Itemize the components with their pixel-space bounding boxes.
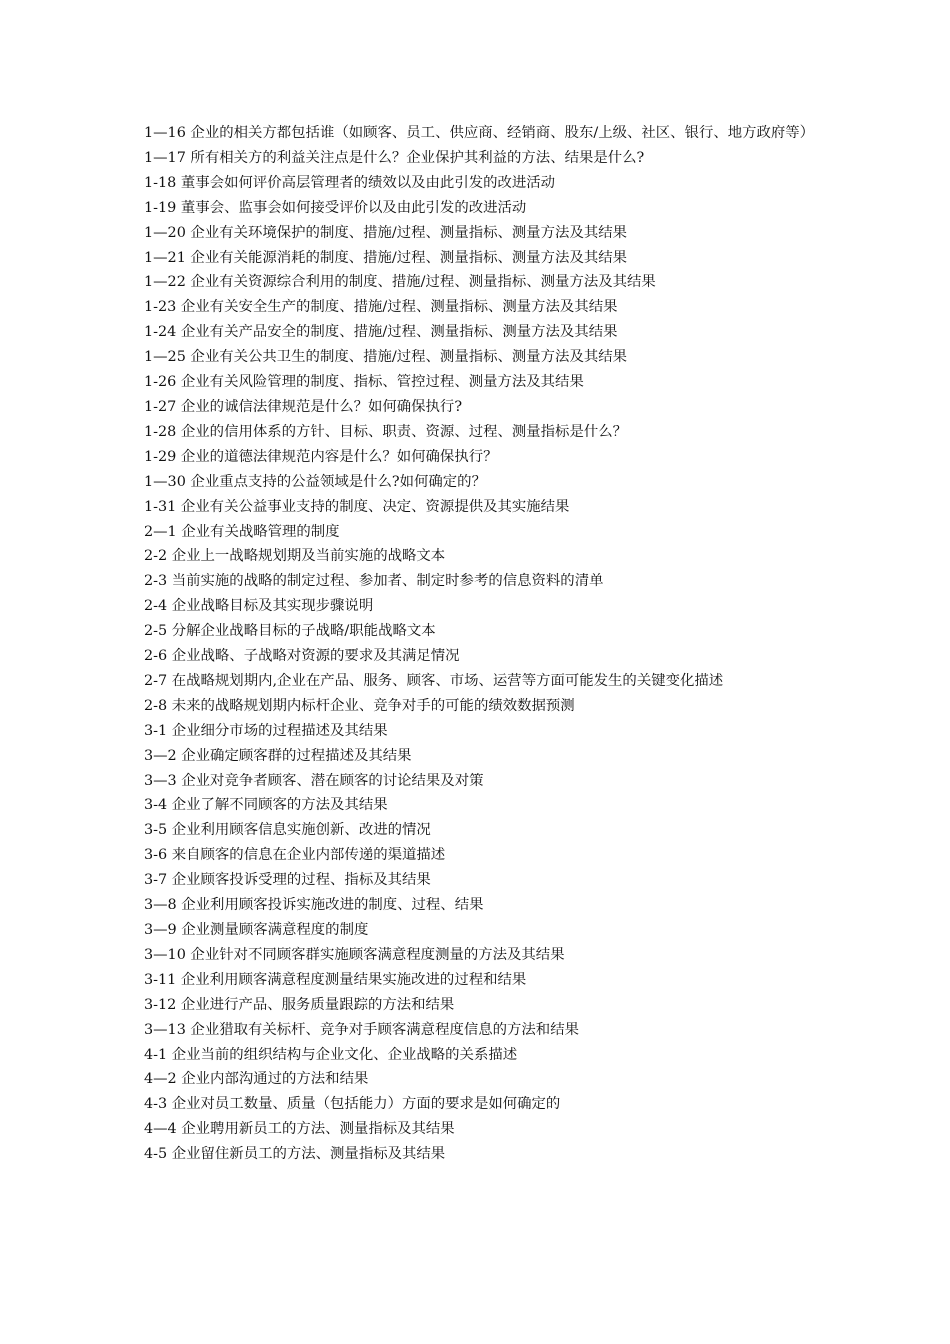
- text-line-2-1: 2—1 企业有关战略管理的制度: [144, 523, 340, 540]
- text-line-1-28: 1-28 企业的信用体系的方针、目标、职责、资源、过程、测量指标是什么？: [144, 423, 628, 440]
- text-line-1-24: 1-24 企业有关产品安全的制度、措施/过程、测量指标、测量方法及其结果: [144, 324, 618, 341]
- text-line-4-5: 4-5 企业留住新员工的方法、测量指标及其结果: [144, 1146, 446, 1163]
- text-line-1-31: 1-31 企业有关公益事业支持的制度、决定、资源提供及其实施结果: [144, 498, 570, 515]
- text-line-4-2: 4—2 企业内部沟通过的方法和结果: [144, 1071, 369, 1088]
- text-line-2-7: 2-7 在战略规划期内,企业在产品、服务、顾客、市场、运营等方面可能发生的关键变化描述: [144, 672, 724, 689]
- text-line-3-12: 3-12 企业进行产品、服务质量跟踪的方法和结果: [144, 996, 455, 1013]
- text-line-1-19: 1-19 董事会、监事会如何接受评价以及由此引发的改进活动: [144, 199, 527, 216]
- text-line-3-4: 3-4 企业了解不同顾客的方法及其结果: [144, 797, 388, 814]
- text-line-3-13: 3—13 企业猎取有关标杆、竞争对手顾客满意程度信息的方法和结果: [144, 1021, 579, 1038]
- text-line-1-17: 1—17 所有相关方的利益关注点是什么？企业保护其利益的方法、结果是什么?: [144, 149, 645, 166]
- text-line-2-4: 2-4 企业战略目标及其实现步骤说明: [144, 598, 374, 615]
- text-line-1-27: 1-27 企业的诚信法律规范是什么？如何确保执行?: [144, 398, 463, 415]
- text-line-1-16: 1—16 企业的相关方都包括谁（如顾客、员工、供应商、经销商、股东/上级、社区、银行、地方政府等）: [144, 125, 815, 141]
- text-line-1-23: 1-23 企业有关安全生产的制度、措施/过程、测量指标、测量方法及其结果: [144, 299, 618, 316]
- text-line-3-2: 3—2 企业确定顾客群的过程描述及其结果: [144, 747, 412, 764]
- text-line-2-8: 2-8 未来的战略规划期内标杆企业、竞争对手的可能的绩效数据预测: [144, 697, 575, 714]
- text-line-3-10: 3—10 企业针对不同顾客群实施顾客满意程度测量的方法及其结果: [144, 946, 565, 963]
- text-line-1-29: 1-29 企业的道德法律规范内容是什么？如何确保执行？: [144, 448, 498, 465]
- text-line-1-25: 1—25 企业有关公共卫生的制度、措施/过程、测量指标、测量方法及其结果: [144, 349, 628, 366]
- text-line-1-18: 1-18 董事会如何评价高层管理者的绩效以及由此引发的改进活动: [144, 174, 556, 191]
- text-line-4-4: 4—4 企业聘用新员工的方法、测量指标及其结果: [144, 1121, 455, 1138]
- text-line-3-1: 3-1 企业细分市场的过程描述及其结果: [144, 722, 388, 739]
- text-line-2-6: 2-6 企业战略、子战略对资源的要求及其满足情况: [144, 648, 460, 665]
- text-line-1-22: 1—22 企业有关资源综合利用的制度、措施/过程、测量指标、测量方法及其结果: [144, 274, 656, 291]
- text-line-3-9: 3—9 企业测量顾客满意程度的制度: [144, 922, 369, 938]
- text-line-3-5: 3-5 企业利用顾客信息实施创新、改进的情况: [144, 822, 431, 839]
- text-line-3-6: 3-6 来自顾客的信息在企业内部传递的渠道描述: [144, 847, 446, 864]
- text-line-3-11: 3-11 企业利用顾客满意程度测量结果实施改进的过程和结果: [144, 971, 527, 988]
- text-line-4-1: 4-1 企业当前的组织结构与企业文化、企业战略的关系描述: [144, 1046, 518, 1063]
- text-line-4-3: 4-3 企业对员工数量、质量（包括能力）方面的要求是如何确定的: [144, 1096, 561, 1113]
- text-line-3-3: 3—3 企业对竞争者顾客、潜在顾客的讨论结果及对策: [144, 772, 484, 789]
- text-line-2-3: 2-3 当前实施的战略的制定过程、参加者、制定时参考的信息资料的清单: [144, 573, 604, 590]
- text-line-3-8: 3—8 企业利用顾客投诉实施改进的制度、过程、结果: [144, 897, 484, 914]
- text-line-1-26: 1-26 企业有关风险管理的制度、指标、管控过程、测量方法及其结果: [144, 374, 584, 391]
- text-line-3-7: 3-7 企业顾客投诉受理的过程、指标及其结果: [144, 872, 431, 889]
- text-line-2-2: 2-2 企业上一战略规划期及当前实施的战略文本: [144, 548, 446, 565]
- text-line-1-20: 1—20 企业有关环境保护的制度、措施/过程、测量指标、测量方法及其结果: [144, 224, 628, 241]
- document-body: [144, 121, 834, 1167]
- text-line-2-5: 2-5 分解企业战略目标的子战略/职能战略文本: [144, 623, 436, 640]
- text-line-1-21: 1—21 企业有关能源消耗的制度、措施/过程、测量指标、测量方法及其结果: [144, 249, 628, 266]
- text-line-1-30: 1—30 企业重点支持的公益领域是什么?如何确定的？: [144, 473, 486, 490]
